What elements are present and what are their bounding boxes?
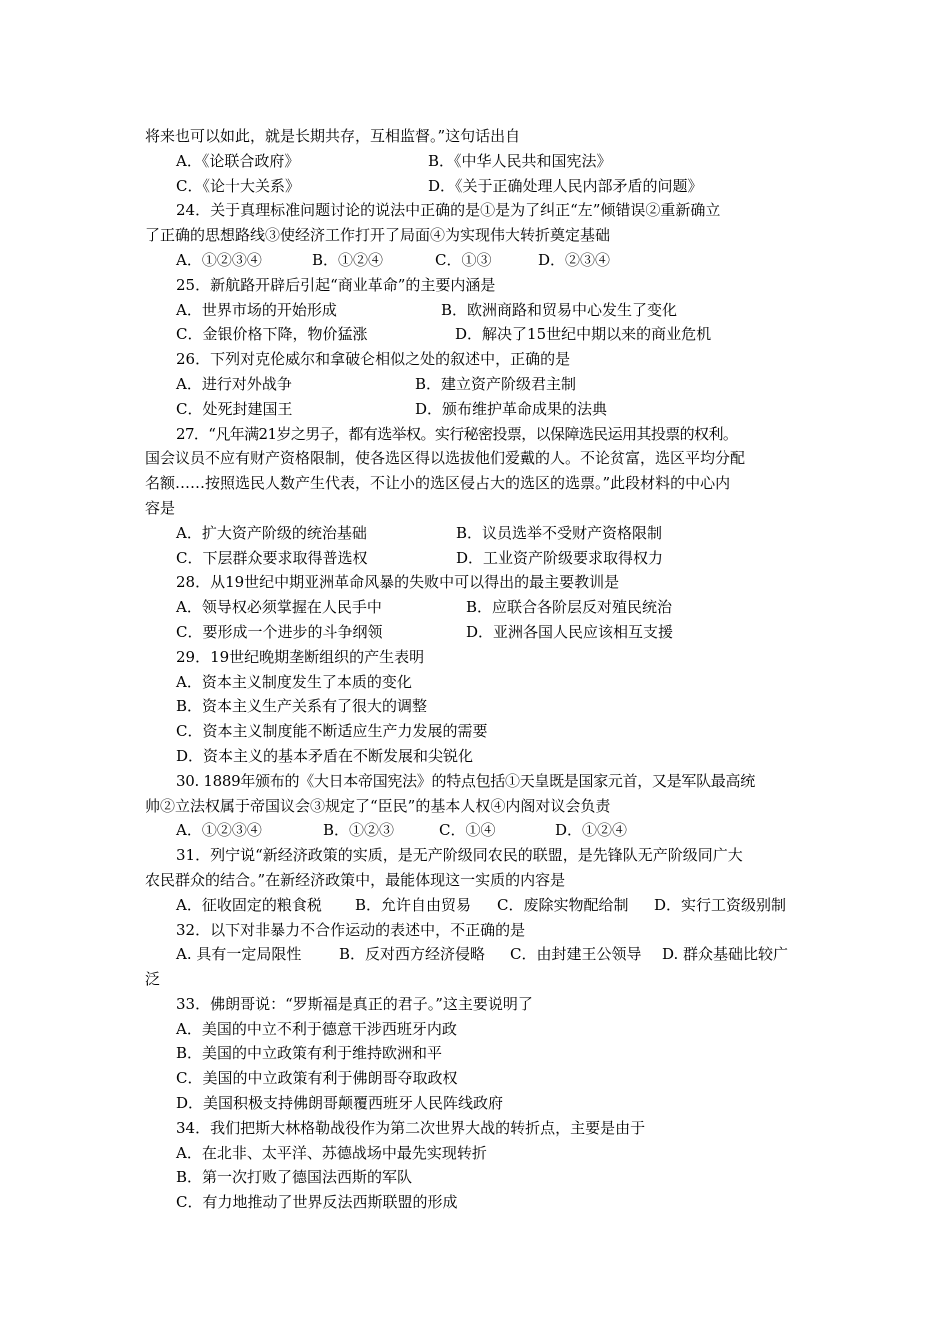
q30-option-d: D．①②④ [555,821,628,840]
q27-options-row-1 [145,521,813,546]
q27-options-row-2 [145,546,813,571]
q26-option-d: D．颁布维护革命成果的法典 [415,399,608,418]
q33-stem: 33．佛朗哥说：“罗斯福是真正的君子。”这主要说明了 [176,994,533,1013]
q31-option-d: D．实行工资级别制 [654,895,787,914]
q34-stem: 34．我们把斯大林格勒战役作为第二次世界大战的转折点，主要是由于 [176,1118,646,1137]
q32-option-c: C．由封建王公领导 [510,945,642,964]
q28-options-row-1 [145,595,813,620]
q29-option-b: B．资本主义生产关系有了很大的调整 [176,697,428,716]
q31-option-c: C．废除实物配给制 [497,895,629,914]
q24-option-c: C．①③ [435,250,492,269]
q25-stem: 25．新航路开辟后引起“商业革命”的主要内涵是 [176,275,496,294]
q25-option-a: A．世界市场的开始形成 [176,300,337,319]
q29-option-c: C．资本主义制度能不断适应生产力发展的需要 [176,722,488,741]
q33-option-c: C．美国的中立政策有利于佛朗哥夺取政权 [176,1069,458,1088]
q26-options-row-1 [145,372,813,397]
q23-option-a: A．《论联合政府》 [176,151,300,170]
q32-option-d: D. 群众基础比较广 [662,945,789,964]
q24-option-d: D．②③④ [538,250,611,269]
q23-options-row-2 [145,174,813,199]
q24-option-b: B．①②④ [312,250,384,269]
q27-option-b: B．议员选举不受财产资格限制 [456,523,663,542]
q23-option-b: B．《中华人民共和国宪法》 [428,151,612,170]
q30-stem-line-2: 帅②立法权属于帝国议会③规定了“臣民”的基本人权④内阁对议会负责 [145,796,611,815]
q28-option-a: A．领导权必须掌握在人民手中 [176,598,382,617]
q25-options-row-2 [145,322,813,347]
q29-option-d: D．资本主义的基本矛盾在不断发展和尖锐化 [176,746,474,765]
q28-option-c: C．要形成一个进步的斗争纲领 [176,622,383,641]
q30-options-row [145,818,813,843]
q32-option-b: B．反对西方经济侵略 [339,945,486,964]
q30-option-b: B．①②③ [323,821,395,840]
q26-stem: 26．下列对克伦威尔和拿破仑相似之处的叙述中，正确的是 [176,350,571,369]
q24-stem-line-1: 24．关于真理标准问题讨论的说法中正确的是①是为了纠正“左”倾错误②重新确立 [176,201,721,220]
q27-option-a: A．扩大资产阶级的统治基础 [176,523,367,542]
q32-option-a: A. 具有一定局限性 [176,945,302,964]
q27-stem-line-2: 国会议员不应有财产资格限制，使各选区得以选拔他们爱戴的人。不论贫富，选区平均分配 [145,449,746,468]
q33-option-a: A．美国的中立不利于德意干涉西班牙内政 [176,1019,457,1038]
q34-option-c: C．有力地推动了世界反法西斯联盟的形成 [176,1193,458,1212]
q26-option-a: A．进行对外战争 [176,374,292,393]
q30-stem-line-1: 30. 1889年颁布的《大日本帝国宪法》的特点包括①天皇既是国家元首，又是军队最高统 [176,771,755,790]
q24-options-row [145,248,813,273]
q28-options-row-2 [145,620,813,645]
q34-option-a: A．在北非、太平洋、苏德战场中最先实现转折 [176,1143,487,1162]
q31-options-row [145,893,813,918]
q23-options-row-1 [145,149,813,174]
q29-option-a: A．资本主义制度发生了本质的变化 [176,672,412,691]
q28-option-d: D．亚洲各国人民应该相互支援 [466,622,674,641]
q27-option-d: D．工业资产阶级要求取得权力 [456,548,664,567]
q33-option-d: D．美国积极支持佛朗哥颠覆西班牙人民阵线政府 [176,1094,504,1113]
q24-option-a: A．①②③④ [176,250,262,269]
q30-option-c: C．①④ [439,821,496,840]
q32-option-d-overflow: 泛 [145,970,161,989]
q26-option-c: C．处死封建国王 [176,399,293,418]
q25-options-row-1 [145,298,813,323]
q27-option-c: C．下层群众要求取得普选权 [176,548,368,567]
q23-option-c: C．《论十大关系》 [176,176,300,195]
q24-stem-line-2: 了正确的思想路线③使经济工作打开了局面④为实现伟大转折奠定基础 [145,226,611,245]
q25-option-d: D．解决了15世纪中期以来的商业危机 [455,325,712,344]
q27-stem-line-3: 名额……按照选民人数产生代表，不让小的选区侵占大的选区的选票。”此段材料的中心内 [145,474,731,493]
q30-option-a: A．①②③④ [176,821,262,840]
q29-stem: 29．19世纪晚期垄断组织的产生表明 [176,647,425,666]
q33-option-b: B．美国的中立政策有利于维持欧洲和平 [176,1044,443,1063]
q26-option-b: B．建立资产阶级君主制 [415,374,577,393]
exam-page [145,124,813,1215]
q31-stem-line-1: 31．列宁说“新经济政策的实质，是无产阶级同农民的联盟，是先锋队无产阶级同广大 [176,846,743,865]
q25-option-b: B．欧洲商路和贸易中心发生了变化 [441,300,678,319]
q26-options-row-2 [145,397,813,422]
q25-option-c: C．金银价格下降，物价猛涨 [176,325,368,344]
q23-stem-tail: 将来也可以如此，就是长期共存，互相监督。”这句话出自 [145,127,521,145]
q27-stem-line-1: 27．“凡年满21岁之男子，都有选举权。实行秘密投票，以保障选民运用其投票的权利。 [176,424,738,443]
q28-stem: 28．从19世纪中期亚洲革命风暴的失败中可以得出的最主要教训是 [176,573,620,592]
q31-option-b: B．允许自由贸易 [355,895,472,914]
q27-stem-line-4: 容是 [145,498,176,517]
q28-option-b: B．应联合各阶层反对殖民统治 [466,598,673,617]
q31-option-a: A．征收固定的粮食税 [176,895,322,914]
q32-options-row [145,942,813,967]
q31-stem-line-2: 农民群众的结合。”在新经济政策中，最能体现这一实质的内容是 [145,870,566,889]
q32-stem: 32．以下对非暴力不合作运动的表述中，不正确的是 [176,920,526,939]
q23-option-d: D．《关于正确处理人民内部矛盾的问题》 [428,176,703,195]
q34-option-b: B．第一次打败了德国法西斯的军队 [176,1168,413,1187]
